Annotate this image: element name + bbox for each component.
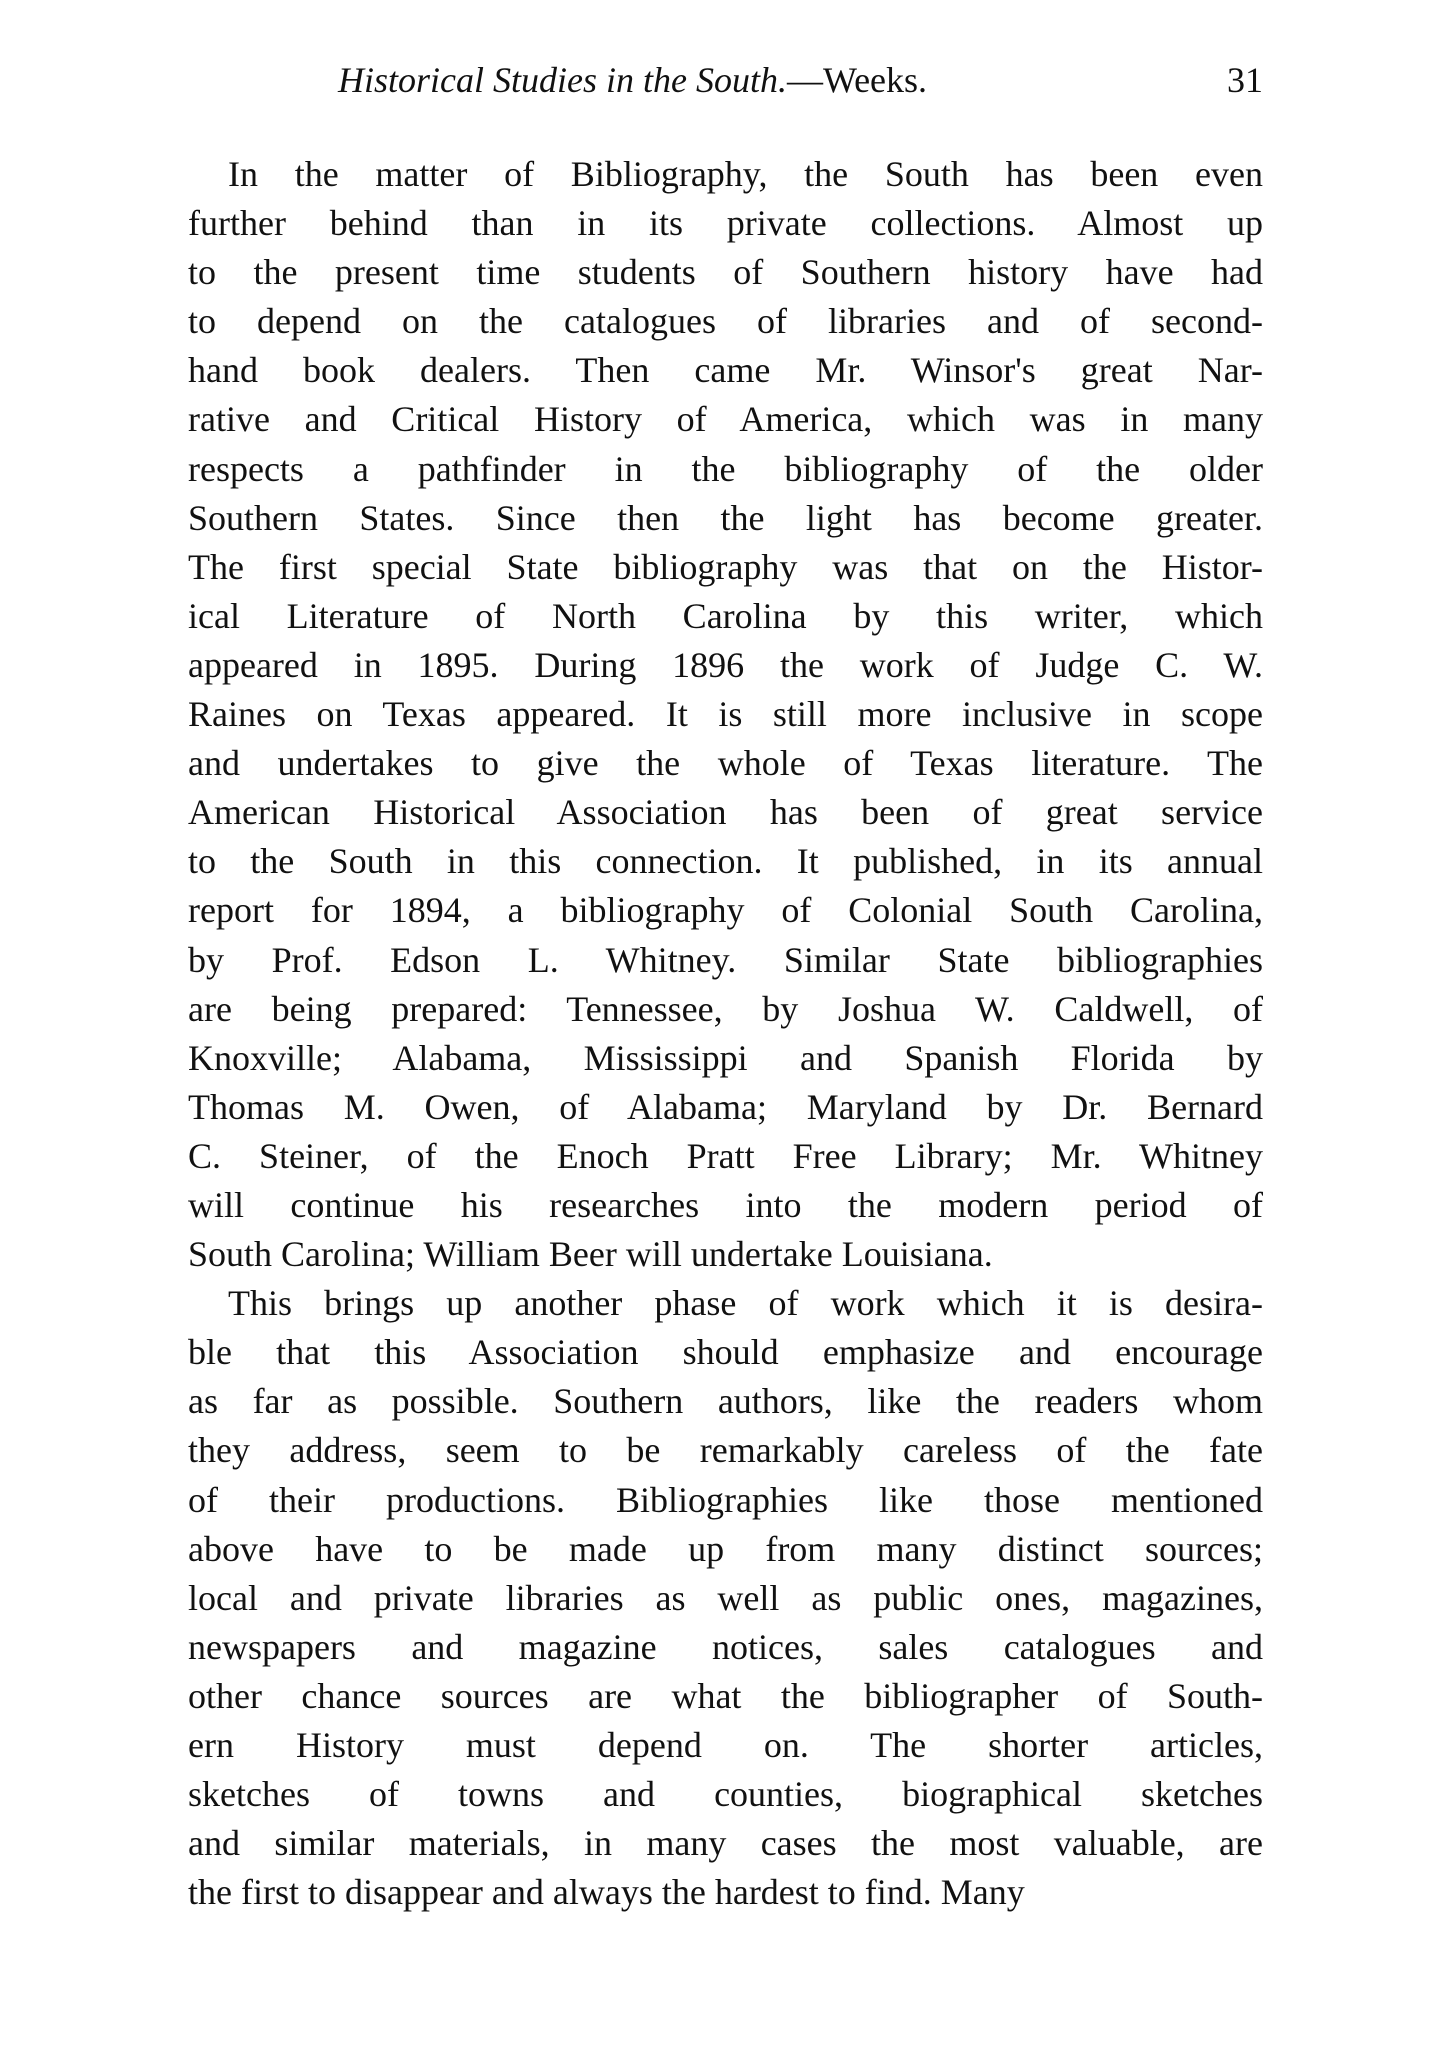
- paragraph: [188, 150, 1263, 1279]
- page-number: 31: [1227, 60, 1263, 100]
- text-line: In the matter of Bibliography, the South has been even: [228, 154, 1263, 194]
- text-line: to the present time students of Southern history have had: [188, 252, 1263, 293]
- text-line: Southern States. Since then the light has become greater.: [188, 497, 1263, 538]
- text-line: Raines on Texas appeared. It is still more inclusive in scope: [188, 694, 1263, 735]
- text-line: by Prof. Edson L. Whitney. Similar State bibliographies: [188, 939, 1263, 980]
- text-line: to depend on the catalogues of libraries and of second-: [188, 301, 1263, 342]
- text-line: rative and Critical History of America, which was in many: [188, 399, 1263, 440]
- text-line: the first to disappear and always the hardest to find. Many: [188, 1872, 1025, 1913]
- text-line: report for 1894, a bibliography of Colonial South Carolina,: [188, 890, 1263, 931]
- text-line: as far as possible. Southern authors, like the readers whom: [188, 1381, 1263, 1422]
- text-line: ern History must depend on. The shorter articles,: [188, 1725, 1263, 1765]
- text-line: appeared in 1895. During 1896 the work of Judge C. W.: [188, 644, 1263, 685]
- text-line: further behind than in its private collections. Almost up: [188, 203, 1263, 244]
- text-line: South Carolina; William Beer will undertake Louisiana.: [188, 1234, 993, 1275]
- text-line: C. Steiner, of the Enoch Pratt Free Library; Mr. Whitney: [188, 1135, 1263, 1176]
- text-line: Thomas M. Owen, of Alabama; Maryland by Dr. Bernard: [188, 1086, 1263, 1127]
- running-title: [338, 50, 927, 110]
- text-line: local and private libraries as well as public ones, magazines,: [188, 1577, 1263, 1618]
- book-page: [188, 0, 1263, 2054]
- text-line: ble that this Association should emphasize and encourage: [188, 1332, 1263, 1373]
- running-title-author: —Weeks.: [786, 60, 928, 100]
- text-line: hand book dealers. Then came Mr. Winsor's great Nar-: [188, 350, 1263, 391]
- text-line: American Historical Association has been of great service: [188, 792, 1263, 833]
- text-line: above have to be made up from many distinct sources;: [188, 1528, 1263, 1569]
- text-line: Knoxville; Alabama, Mississippi and Spanish Florida by: [188, 1037, 1263, 1078]
- text-line: and similar materials, in many cases the most valuable, are: [188, 1823, 1263, 1864]
- text-line: sketches of towns and counties, biographical sketches: [188, 1774, 1263, 1815]
- text-line: ical Literature of North Carolina by this writer, which: [188, 595, 1263, 636]
- running-title-italic: Historical Studies in the South.: [338, 60, 787, 100]
- text-line: and undertakes to give the whole of Texas literature. The: [188, 743, 1263, 784]
- text-line: other chance sources are what the bibliographer of South-: [188, 1675, 1263, 1716]
- text-line: will continue his researches into the modern period of: [188, 1184, 1263, 1225]
- running-head: [188, 50, 1263, 110]
- text-line: newspapers and magazine notices, sales catalogues and: [188, 1626, 1263, 1667]
- text-line: they address, seem to be remarkably careless of the fate: [188, 1430, 1263, 1471]
- body-text: [188, 150, 1263, 1917]
- text-line: to the South in this connection. It published, in its annual: [188, 841, 1263, 882]
- text-line: respects a pathfinder in the bibliography of the older: [188, 448, 1263, 489]
- text-line: The first special State bibliography was that on the Histor-: [188, 546, 1263, 587]
- paragraph: [188, 1279, 1263, 1917]
- text-line: are being prepared: Tennessee, by Joshua W. Caldwell, of: [188, 988, 1263, 1029]
- text-line: of their productions. Bibliographies like those mentioned: [188, 1479, 1263, 1520]
- text-line: This brings up another phase of work which it is desira-: [228, 1283, 1263, 1324]
